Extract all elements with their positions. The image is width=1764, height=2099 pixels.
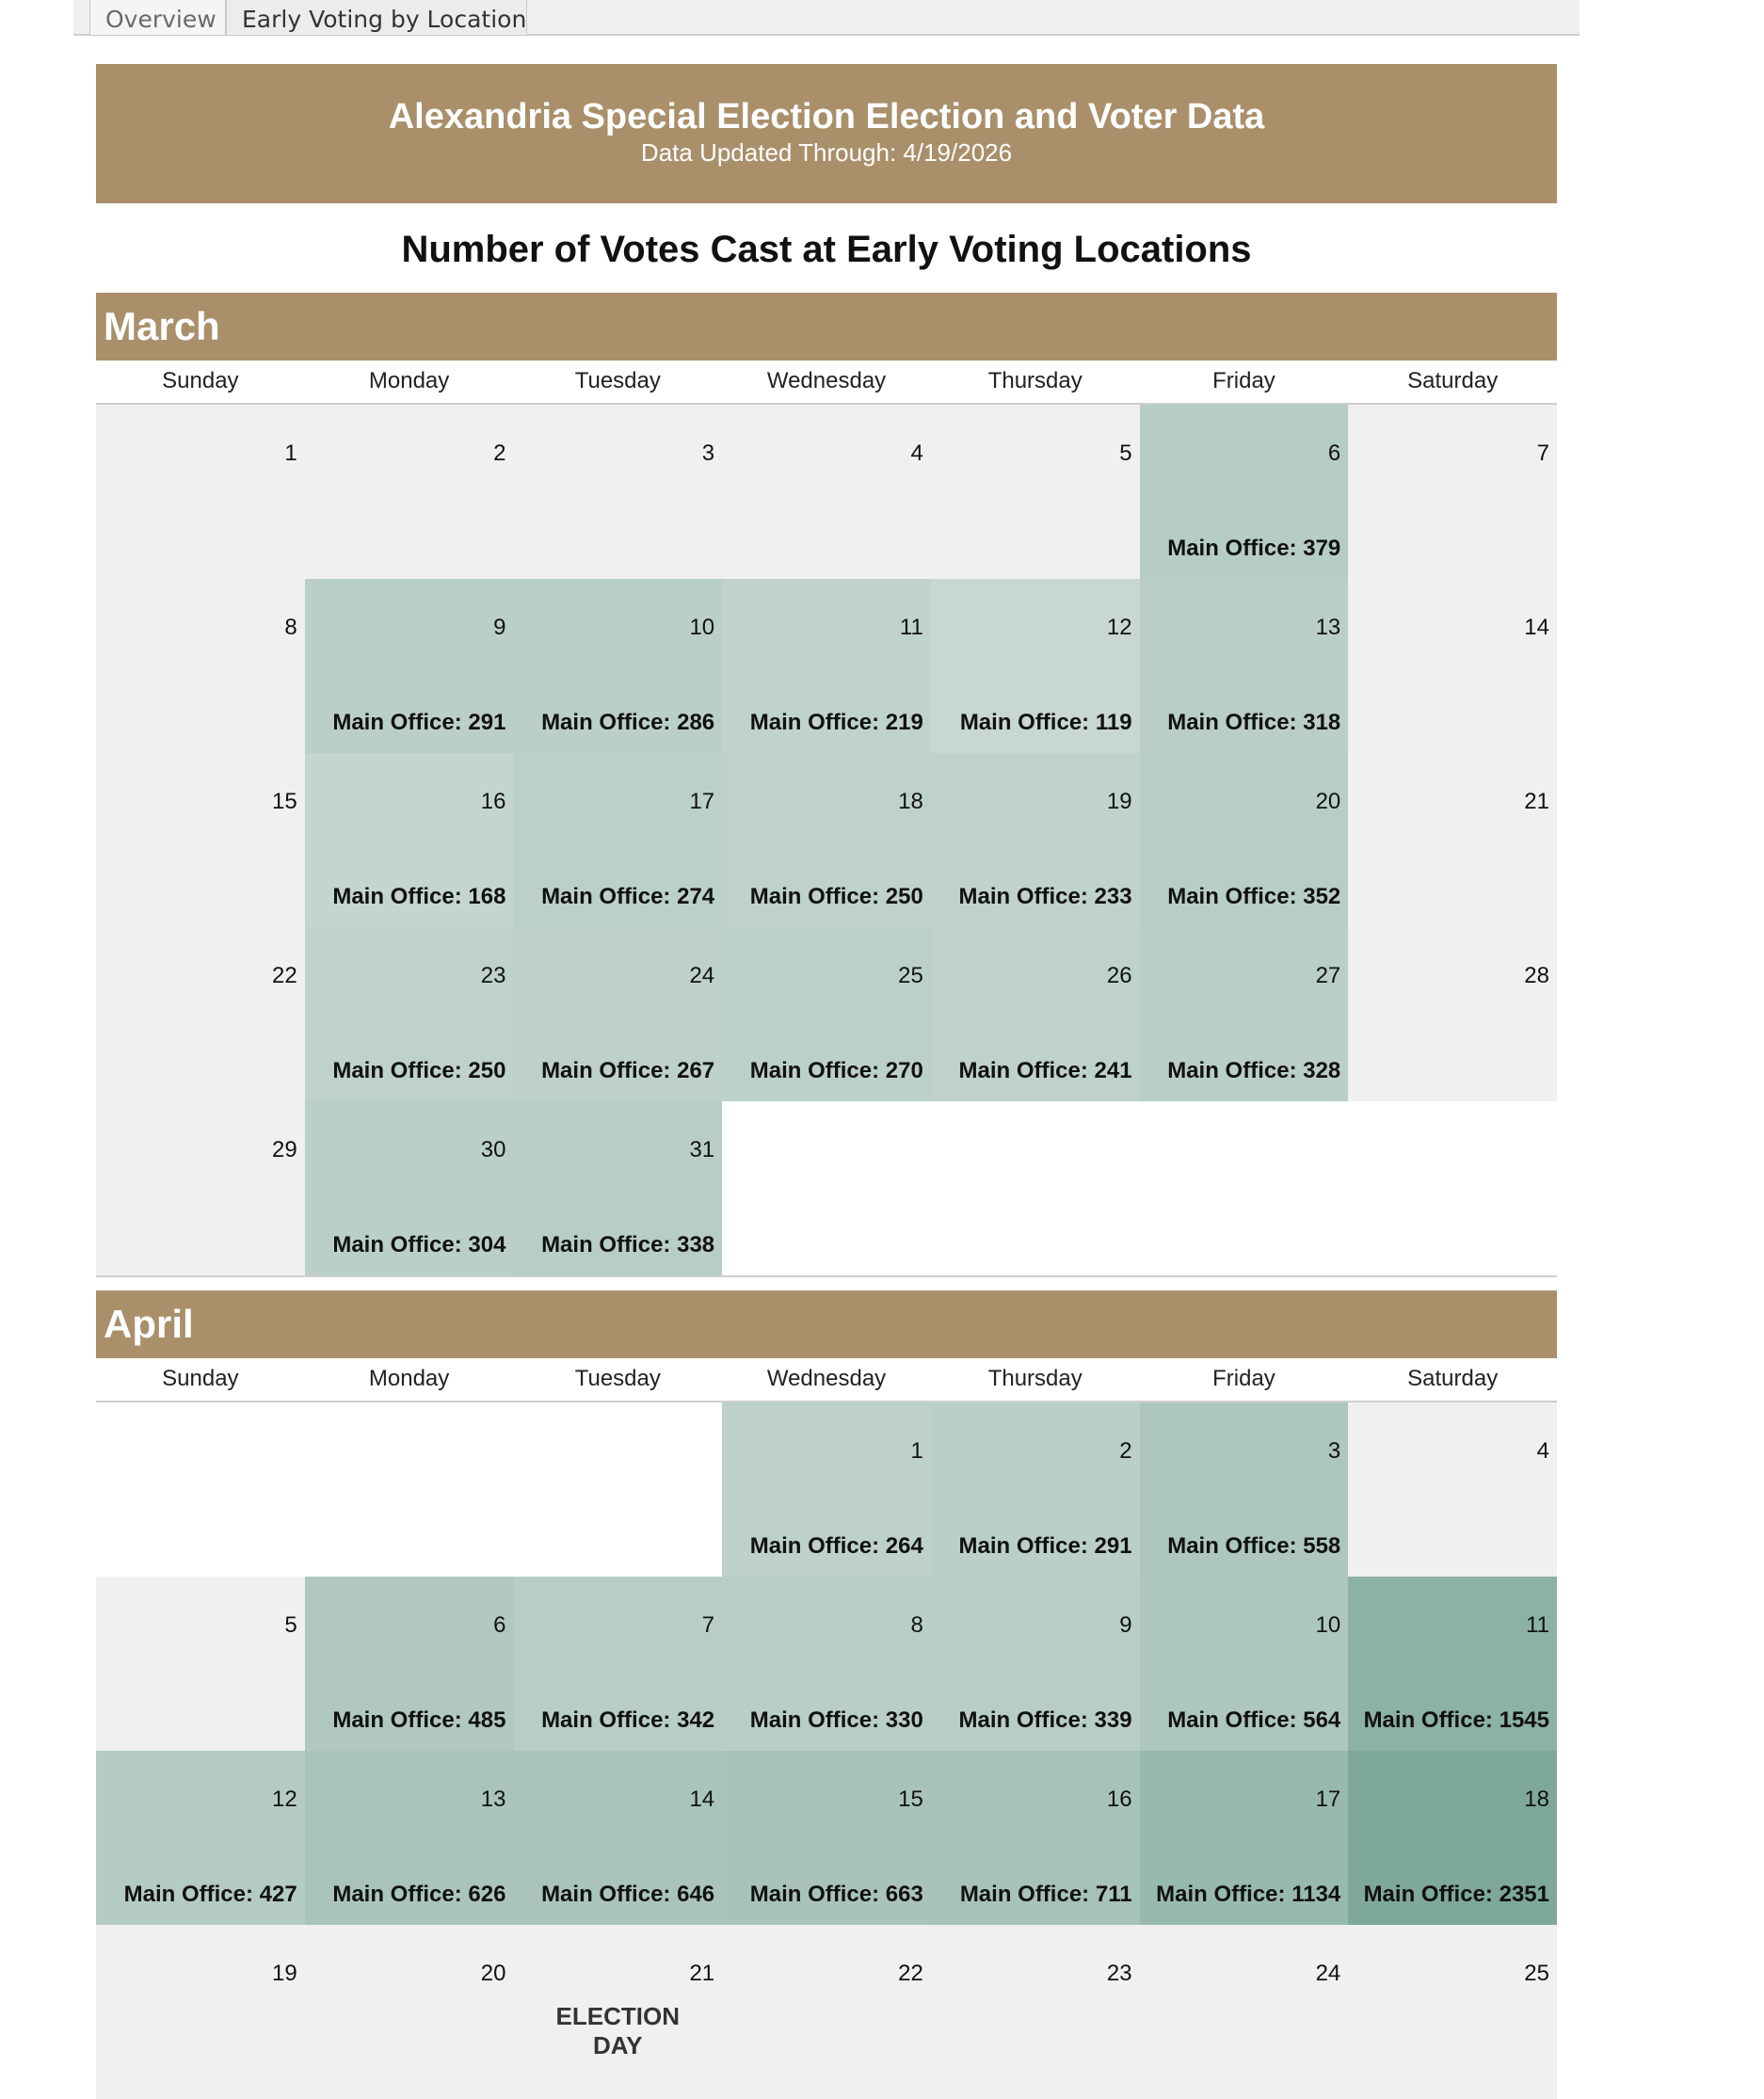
calendar-day-cell[interactable]: [931, 1577, 1140, 1751]
vote-count: 1134: [1291, 1882, 1341, 1907]
vote-count: 339: [1094, 1707, 1132, 1733]
day-number: 10: [689, 615, 715, 640]
location-name: Main Office: [749, 1533, 873, 1559]
calendar-day-cell: [1348, 1402, 1557, 1577]
month-header: March: [96, 293, 1557, 361]
vote-count-label: Main Office: 250: [749, 884, 923, 909]
location-name: Main Office: [332, 1882, 455, 1907]
location-name: Main Office: [958, 1533, 1081, 1559]
weekday-label: Sunday: [162, 368, 239, 393]
weekday-label: Tuesday: [574, 1366, 661, 1391]
day-number: 11: [899, 615, 923, 640]
vote-count-label: Main Office: 264: [749, 1533, 923, 1559]
day-number: 8: [910, 1612, 923, 1638]
calendar-day-cell[interactable]: [305, 579, 514, 753]
vote-count: 270: [885, 1058, 923, 1083]
vote-count: 286: [677, 710, 715, 735]
weekday-label: Thursday: [987, 368, 1082, 393]
vote-count: 342: [677, 1707, 715, 1733]
day-number: 25: [1524, 1961, 1549, 1986]
day-number: 13: [1315, 615, 1341, 640]
vote-count: 291: [1094, 1533, 1132, 1559]
vote-count: 119: [1095, 710, 1132, 735]
calendar-day-cell: [1348, 927, 1557, 1101]
day-number: 24: [1315, 1961, 1341, 1986]
vote-count-label: Main Office: 339: [958, 1707, 1132, 1733]
dashboard-header: [96, 64, 1557, 203]
day-number: 21: [1524, 789, 1549, 814]
calendar-day-cell: [513, 405, 722, 579]
calendar-day-cell[interactable]: [931, 1751, 1140, 1925]
day-number: 17: [689, 789, 715, 814]
calendar-day-cell: [96, 405, 305, 579]
vote-count: 304: [468, 1232, 506, 1258]
calendar-day-cell: [931, 405, 1140, 579]
calendar-day-cell[interactable]: [96, 1751, 305, 1925]
vote-count-label: Main Office: 564: [1167, 1707, 1341, 1733]
note-line: DAY: [593, 2031, 643, 2059]
weekday-label: Tuesday: [574, 368, 661, 393]
calendar-day-cell[interactable]: [305, 1101, 514, 1275]
calendar-day-cell[interactable]: [931, 1402, 1140, 1577]
location-name: Main Office: [749, 710, 873, 735]
location-name: Main Office: [958, 1707, 1081, 1733]
calendar-day-cell[interactable]: [1140, 1402, 1349, 1577]
calendar-day-cell[interactable]: [305, 1577, 514, 1751]
day-number: 18: [898, 789, 923, 814]
calendar-day-cell[interactable]: [931, 579, 1140, 753]
calendar-day-cell[interactable]: [1140, 1751, 1349, 1925]
location-name: Main Office: [123, 1882, 246, 1907]
location-name: Main Office: [1363, 1707, 1485, 1733]
calendar-day-cell[interactable]: [513, 753, 722, 927]
data-updated-text: Data Updated Through: 4/19/2026: [640, 138, 1013, 167]
vote-count-label: Main Office: 250: [332, 1058, 506, 1083]
weekday-label: Friday: [1212, 368, 1275, 393]
vote-count: 646: [677, 1882, 715, 1907]
day-number: 23: [1106, 1961, 1132, 1986]
calendar-day-cell[interactable]: [1348, 1577, 1557, 1751]
vote-count-label: Main Office: 663: [749, 1882, 923, 1907]
day-number: 3: [1327, 1438, 1341, 1464]
calendar-day-cell: [96, 1925, 305, 2099]
calendar-grid: [96, 405, 1557, 1277]
location-name: Main Office: [541, 1707, 664, 1733]
day-number: 25: [898, 963, 923, 988]
day-number: 19: [272, 1961, 297, 1986]
vote-count-label: Main Office: 330: [749, 1707, 923, 1733]
vote-count-label: Main Office: 328: [1167, 1058, 1341, 1083]
calendar-day-cell[interactable]: [513, 1577, 722, 1751]
vote-count: 318: [1303, 710, 1341, 735]
vote-count: 626: [468, 1882, 506, 1907]
calendar-day-cell[interactable]: [513, 1101, 722, 1275]
day-number: 16: [480, 789, 506, 814]
weekday-label: Monday: [368, 1366, 450, 1391]
vote-count: 168: [468, 884, 506, 909]
vote-count-label: Main Office: 485: [332, 1707, 506, 1733]
vote-count-label: Main Office: 267: [541, 1058, 715, 1083]
election-day-note: [513, 2002, 722, 2060]
day-number: 18: [1524, 1787, 1549, 1812]
vote-count: 2351: [1499, 1882, 1549, 1907]
calendar-day-cell[interactable]: [722, 753, 931, 927]
day-number: 1: [910, 1438, 923, 1464]
location-name: Main Office: [1167, 1707, 1290, 1733]
day-number: 22: [898, 1961, 923, 1986]
calendar-day-cell[interactable]: [1140, 405, 1349, 579]
location-name: Main Office: [332, 1058, 455, 1083]
vote-count-label: Main Office: 646: [541, 1882, 715, 1907]
location-name: Main Office: [332, 710, 455, 735]
vote-count-label: Main Office: 168: [332, 884, 506, 909]
vote-count-label: Main Office: 1134: [1156, 1882, 1341, 1907]
vote-count-label: Main Office: 291: [332, 710, 506, 735]
vote-count-label: Main Office: 286: [541, 710, 715, 735]
vote-count: 338: [677, 1232, 715, 1258]
calendar-day-cell[interactable]: [305, 927, 514, 1101]
location-name: Main Office: [958, 1058, 1081, 1083]
calendar-blank-cell: [722, 1101, 931, 1275]
calendar-day-cell: [1348, 1925, 1557, 2099]
day-number: 14: [1524, 615, 1549, 640]
location-name: Main Office: [541, 1058, 664, 1083]
day-number: 14: [689, 1787, 715, 1812]
day-number: 30: [480, 1137, 506, 1162]
weekday-label: Thursday: [987, 1366, 1082, 1391]
vote-count-label: Main Office: 270: [749, 1058, 923, 1083]
calendar-day-cell: [305, 1925, 514, 2099]
vote-count-label: Main Office: 352: [1167, 884, 1341, 909]
location-name: Main Office: [958, 884, 1081, 909]
location-name: Main Office: [541, 884, 664, 909]
vote-count: 241: [1094, 1058, 1132, 1083]
calendar-day-cell[interactable]: [722, 1751, 931, 1925]
tab-early-voting-by-location[interactable]: Early Voting by Location: [226, 0, 527, 36]
calendar-day-cell: [1348, 753, 1557, 927]
calendar-blank-cell: [931, 1101, 1140, 1275]
weekday-label: Saturday: [1407, 368, 1499, 393]
vote-count: 219: [885, 710, 923, 735]
calendar-blank-cell: [1140, 1101, 1349, 1275]
calendar-day-cell: [96, 1577, 305, 1751]
calendar-day-cell: [96, 579, 305, 753]
vote-count: 485: [468, 1707, 506, 1733]
calendar-day-cell: [96, 753, 305, 927]
vote-count: 352: [1303, 884, 1341, 909]
location-name: Main Office: [959, 710, 1082, 735]
day-number: 29: [272, 1137, 297, 1162]
location-name: Main Office: [749, 1058, 873, 1083]
vote-count: 427: [259, 1882, 297, 1907]
weekday-header-row: [96, 361, 1557, 405]
day-number: 2: [493, 441, 506, 466]
day-number: 20: [480, 1961, 506, 1986]
vote-count: 711: [1095, 1882, 1132, 1907]
calendar-day-cell[interactable]: [1140, 927, 1349, 1101]
vote-count-label: Main Office: 219: [749, 710, 923, 735]
calendar-day-cell[interactable]: [931, 927, 1140, 1101]
vote-count-label: Main Office: 291: [958, 1533, 1132, 1559]
vote-count: 328: [1303, 1058, 1341, 1083]
calendar-day-cell[interactable]: [1140, 1577, 1349, 1751]
tab-overview[interactable]: Overview: [89, 0, 226, 36]
day-number: 17: [1315, 1787, 1341, 1812]
day-number: 5: [284, 1612, 297, 1638]
calendar-day-cell: [1348, 405, 1557, 579]
location-name: Main Office: [959, 1882, 1082, 1907]
vote-count: 379: [1303, 536, 1341, 561]
vote-count: 267: [677, 1058, 715, 1083]
day-number: 15: [272, 789, 297, 814]
location-name: Main Office: [1363, 1882, 1485, 1907]
vote-count-label: Main Office: 338: [541, 1232, 715, 1258]
weekday-label: Wednesday: [766, 368, 887, 393]
location-name: Main Office: [541, 1232, 664, 1258]
calendar-day-cell[interactable]: [931, 753, 1140, 927]
location-name: Main Office: [332, 884, 455, 909]
calendar-day-cell[interactable]: [513, 1751, 722, 1925]
vote-count-label: Main Office: 318: [1167, 710, 1341, 735]
day-number: 7: [1536, 441, 1549, 466]
vote-count: 330: [885, 1707, 923, 1733]
day-number: 7: [701, 1612, 715, 1638]
tab-bar: [73, 0, 1580, 36]
day-number: 22: [272, 963, 297, 988]
day-number: 27: [1315, 963, 1341, 988]
dashboard-title: Alexandria Special Election Election and Voter Data: [388, 97, 1265, 136]
calendar-day-cell: [722, 405, 931, 579]
day-number: 23: [480, 963, 506, 988]
vote-count: 663: [885, 1882, 923, 1907]
calendar-day-cell: [96, 927, 305, 1101]
day-number: 9: [1119, 1612, 1132, 1638]
calendar-day-cell: [1348, 579, 1557, 753]
location-name: Main Office: [541, 1882, 664, 1907]
day-number: 9: [493, 615, 506, 640]
location-name: Main Office: [1167, 1058, 1290, 1083]
vote-count-label: Main Office: 233: [958, 884, 1132, 909]
calendar-day-cell[interactable]: [305, 1751, 514, 1925]
day-number: 1: [284, 441, 297, 466]
day-number: 11: [1526, 1612, 1549, 1638]
day-number: 8: [284, 615, 297, 640]
location-name: Main Office: [1167, 1533, 1290, 1559]
calendar-day-cell: [722, 1925, 931, 2099]
weekday-label: Monday: [368, 368, 450, 393]
day-number: 13: [480, 1787, 506, 1812]
calendar-day-cell: [931, 1925, 1140, 2099]
day-number: 16: [1106, 1787, 1132, 1812]
vote-count-label: Main Office: 342: [541, 1707, 715, 1733]
location-name: Main Office: [1167, 710, 1290, 735]
day-number: 6: [493, 1612, 506, 1638]
calendar-april: [96, 1290, 1557, 2099]
vote-count-label: Main Office: 379: [1167, 536, 1341, 561]
vote-count-label: Main Office: 626: [332, 1882, 506, 1907]
vote-count: 250: [885, 884, 923, 909]
calendar-blank-cell: [96, 1402, 305, 1577]
calendar-day-cell: [305, 405, 514, 579]
calendar-day-cell[interactable]: [722, 1402, 931, 1577]
calendar-day-cell[interactable]: [1140, 579, 1349, 753]
chart-title: Number of Votes Cast at Early Voting Locations: [401, 229, 1252, 270]
location-name: Main Office: [332, 1707, 455, 1733]
vote-count-label: Main Office: 711: [959, 1882, 1132, 1907]
weekday-label: Sunday: [162, 1366, 239, 1391]
day-number: 20: [1315, 789, 1341, 814]
day-number: 12: [1106, 615, 1132, 640]
vote-count: 264: [885, 1533, 923, 1559]
vote-count-label: Main Office: 304: [332, 1232, 506, 1258]
calendar-blank-cell: [513, 1402, 722, 1577]
location-name: Main Office: [541, 710, 664, 735]
weekday-header-row: [96, 1358, 1557, 1402]
vote-count: 291: [468, 710, 506, 735]
day-number: 15: [898, 1787, 923, 1812]
vote-count: 250: [468, 1058, 506, 1083]
location-name: Main Office: [1167, 536, 1290, 561]
weekday-label: Friday: [1212, 1366, 1275, 1391]
location-name: Main Office: [1156, 1882, 1278, 1907]
day-number: 31: [689, 1137, 715, 1162]
vote-count-label: Main Office: 274: [541, 884, 715, 909]
calendar-day-cell[interactable]: [722, 927, 931, 1101]
vote-count-label: Main Office: 427: [123, 1882, 297, 1907]
calendar-day-cell: [513, 1925, 722, 2099]
vote-count-label: Main Office: 1545: [1363, 1707, 1549, 1733]
vote-count: 564: [1303, 1707, 1341, 1733]
day-number: 3: [701, 441, 715, 466]
location-name: Main Office: [749, 884, 873, 909]
month-header: April: [96, 1290, 1557, 1358]
calendar-grid: [96, 1402, 1557, 2099]
calendar-day-cell[interactable]: [722, 1577, 931, 1751]
day-number: 24: [689, 963, 715, 988]
day-number: 12: [272, 1787, 297, 1812]
vote-count: 233: [1094, 884, 1132, 909]
calendar-day-cell: [1140, 1925, 1349, 2099]
day-number: 4: [1536, 1438, 1549, 1464]
location-name: Main Office: [332, 1232, 455, 1258]
location-name: Main Office: [749, 1882, 873, 1907]
vote-count-label: Main Office: 119: [959, 710, 1132, 735]
day-number: 5: [1119, 441, 1132, 466]
vote-count-label: Main Office: 558: [1167, 1533, 1341, 1559]
calendar-day-cell[interactable]: [1140, 753, 1349, 927]
vote-count: 274: [677, 884, 715, 909]
calendar-blank-cell: [1348, 1101, 1557, 1275]
vote-count: 558: [1303, 1533, 1341, 1559]
calendar-blank-cell: [305, 1402, 514, 1577]
calendar-day-cell[interactable]: [1348, 1751, 1557, 1925]
day-number: 6: [1327, 441, 1341, 466]
weekday-label: Saturday: [1407, 1366, 1499, 1391]
note-line: ELECTION: [555, 2002, 680, 2030]
day-number: 10: [1315, 1612, 1341, 1638]
vote-count-label: Main Office: 2351: [1363, 1882, 1549, 1907]
calendar-day-cell[interactable]: [722, 579, 931, 753]
vote-count: 1545: [1499, 1707, 1549, 1733]
calendar-day-cell: [96, 1101, 305, 1275]
day-number: 21: [689, 1961, 715, 1986]
day-number: 2: [1119, 1438, 1132, 1464]
calendar-march: [96, 293, 1557, 1277]
vote-count-label: Main Office: 241: [958, 1058, 1132, 1083]
day-number: 19: [1106, 789, 1132, 814]
day-number: 28: [1524, 963, 1549, 988]
calendar-day-cell[interactable]: [305, 753, 514, 927]
location-name: Main Office: [749, 1707, 873, 1733]
day-number: 26: [1106, 963, 1132, 988]
location-name: Main Office: [1167, 884, 1290, 909]
weekday-label: Wednesday: [766, 1366, 887, 1391]
calendar-day-cell[interactable]: [513, 927, 722, 1101]
calendar-day-cell[interactable]: [513, 579, 722, 753]
day-number: 4: [910, 441, 923, 466]
